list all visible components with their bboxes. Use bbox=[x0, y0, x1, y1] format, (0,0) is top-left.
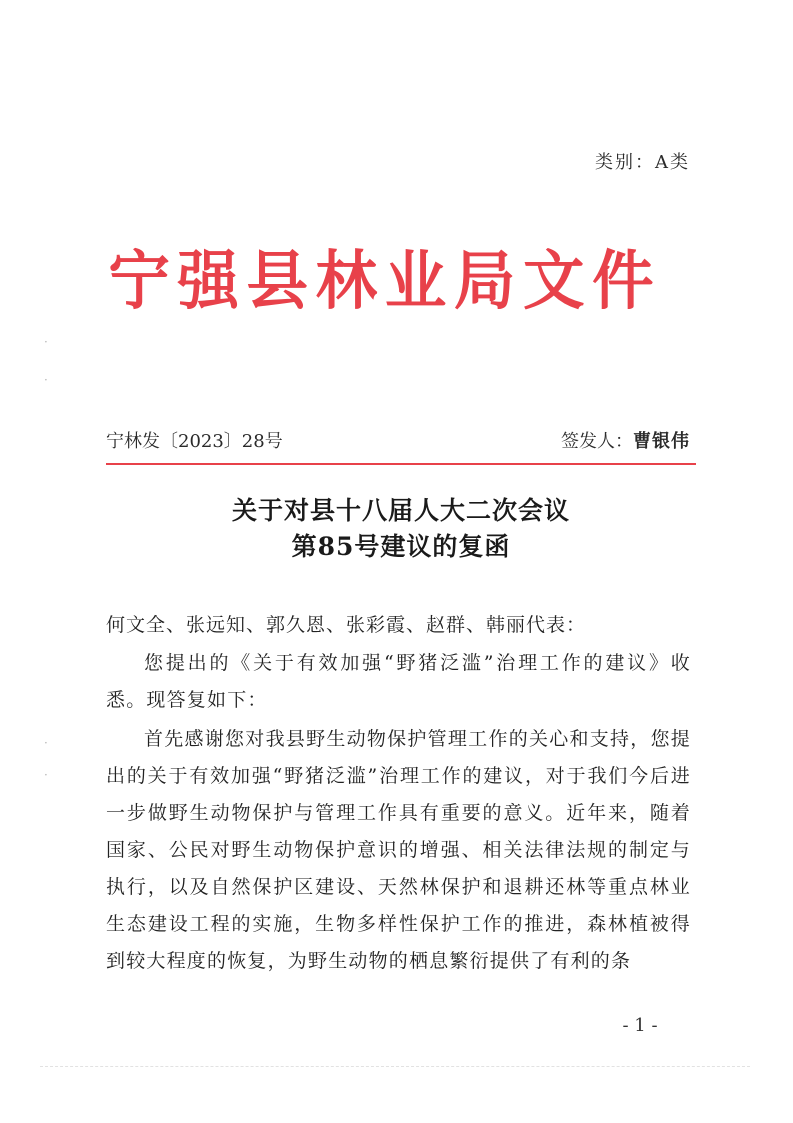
salutation: 何文全、张远知、郭久恩、张彩霞、赵群、韩丽代表： bbox=[106, 614, 587, 636]
signer-label: 签发人： bbox=[561, 431, 633, 452]
document-title bbox=[106, 493, 696, 565]
scan-margin-mark: · bbox=[44, 736, 48, 750]
body-paragraph: 您提出的《关于有效加强“野猪泛滥”治理工作的建议》收悉。现答复如下： bbox=[106, 652, 691, 711]
signer-name: 曹银伟 bbox=[633, 431, 690, 452]
issuing-authority-header: 宁强县林业局文件 bbox=[108, 245, 662, 319]
scan-margin-mark: · bbox=[44, 373, 48, 387]
scan-margin-mark: · bbox=[44, 768, 48, 782]
category-label: 类别：A类 bbox=[595, 152, 690, 173]
page-number: - 1 - bbox=[622, 1015, 658, 1036]
red-divider-line bbox=[106, 463, 696, 465]
signer-block bbox=[540, 427, 690, 453]
title-line-1: 关于对县十八届人大二次会议 bbox=[231, 496, 570, 525]
scan-artifact-line bbox=[40, 1066, 750, 1067]
title-line-2: 第85号建议的复函 bbox=[291, 532, 511, 561]
body-paragraph: 首先感谢您对我县野生动物保护管理工作的关心和支持，您提出的关于有效加强“野猪泛滥”治理工作的建议，对于我们今后进一步做野生动物保护与管理工作具有重要的意义。近年来，随着国家、公民对野生动物保护意识的增强、相关法律法规的制定与执行，以及自然保护区建设、天然林保护和退耕还林等重点林业生态建设工程的实施，生物多样性保护工作的推进，森林植被得到较大程度的恢复，为野生动物的栖息繁衍提供了有利的条 bbox=[106, 728, 691, 972]
scan-margin-mark: · bbox=[44, 335, 48, 349]
document-number: 宁林发〔2023〕28号 bbox=[106, 431, 283, 452]
